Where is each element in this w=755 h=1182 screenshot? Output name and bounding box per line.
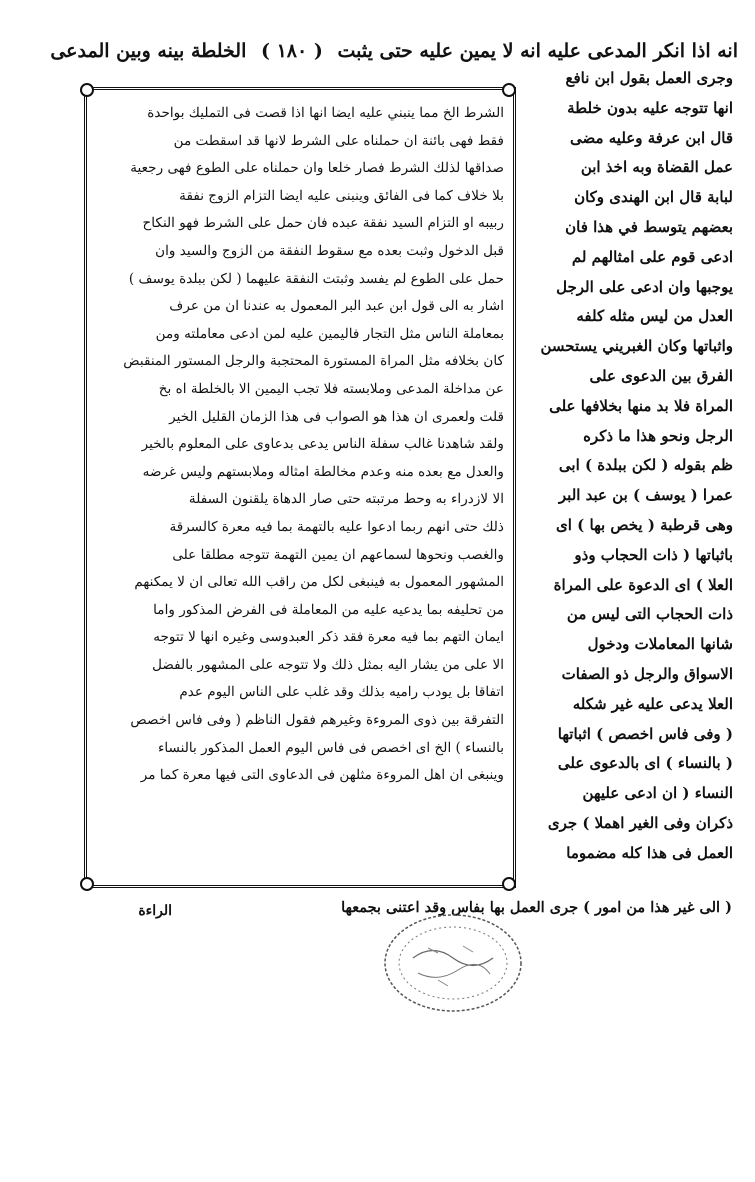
- text-line: ( وفى فاس اخصص ) اثباتها: [557, 724, 733, 743]
- footer-text: ( الى غير هذا من امور ) جرى العمل بها بفاس وقد اعتنى بجمعها: [341, 899, 732, 916]
- text-line: قبل الدخول وثبت بعده مع سقوط النفقة من الزوج والسيد وان: [155, 242, 504, 259]
- text-line: بالنساء ) الخ اى اخصص فى فاس اليوم العمل المذكور بالنساء: [157, 739, 504, 756]
- text-line: فقط فهى بائنة ان حملناه على الشرط لانها قد اسقطت من: [173, 132, 504, 149]
- text-line: واثباتها وكان الغبريني يستحسن: [540, 337, 733, 356]
- text-line: عن مداخلة المدعى وملابسته فلا تجب اليمين الا بالخلطة اه بخ: [158, 380, 504, 397]
- outer-commentary-column: [505, 64, 733, 894]
- text-line: التفرقة بين ذوى المروءة وغيرهم فقول الناظم ( وفى فاس اخصص: [130, 712, 504, 729]
- text-line: من تحليفه بما يدعيه عليه من المعاملة فى الفرض المذكور واما: [153, 601, 504, 618]
- text-line: العلا يدعى عليه غير شكله: [572, 694, 733, 713]
- text-line: الرجل ونحو هذا ما ذكره: [583, 426, 733, 445]
- text-line: ربيبه او التزام السيد نفقة عبده فان حمل على الشرط فهو النكاح: [142, 215, 504, 232]
- text-line: ذكران وفى الغير اهملا ) جرى: [547, 813, 733, 832]
- text-line: الا على من يشار اليه بمثل ذلك ولا تتوجه على المشهور بالفضل: [152, 656, 504, 673]
- text-line: اشار به الى قول ابن عبد البر المعمول به عندنا ان من عرف: [169, 298, 504, 315]
- text-line: المشهور المعمول به فينبغى لكل من راقب الله تعالى ان لا يمكنهم: [134, 574, 504, 591]
- text-line: ( بالنساء ) اى بالدعوى على: [557, 754, 733, 773]
- text-line: العمل فى هذا كله مضموما: [566, 843, 733, 862]
- inner-commentary-column: [94, 100, 504, 880]
- text-line: شانها المعاملات ودخول: [587, 635, 733, 654]
- library-stamp-seal: [378, 908, 528, 1018]
- frame-corner-ornament: [502, 877, 516, 891]
- text-line: الفرق بين الدعوى على: [589, 366, 733, 385]
- text-line: يوجبها وان ادعى على الرجل: [556, 277, 733, 296]
- text-line: العلا ) اى الدعوة على المراة: [553, 575, 733, 594]
- text-line: حمل على الطوع لم يفسد وثبتت النفقة عليهما ( لكن ببلدة يوسف ): [128, 270, 504, 287]
- text-line: ولقد شاهدنا غالب سفلة الناس يدعى بدعاوى على المعلوم بالخير: [141, 436, 504, 453]
- text-line: والعدل مع بعده منه وعدم مخالطة امثاله وملابستهم وليس غرضه: [142, 463, 504, 480]
- text-line: الشرط الخ مما ينبني عليه ايضا انها اذا قصت فى التمليك بواحدة: [147, 105, 504, 121]
- text-line: الا لازدراء به وحط مرتبته حتى صار الدهاة يلقنون السفلة: [188, 491, 504, 508]
- text-line: النساء ( ان ادعى عليهن: [582, 784, 733, 803]
- text-line: ظم بقوله ( لكن ببلدة ) ابى: [558, 456, 733, 475]
- text-line: عمرا ( يوسف ) بن عبد البر: [558, 486, 733, 505]
- text-line: ذات الحجاب التى ليس من: [566, 605, 733, 624]
- text-line: الاسواق والرجل ذو الصفات: [561, 664, 733, 683]
- text-line: لبابة قال ابن الهندى وكان: [574, 188, 733, 207]
- text-line: كان بخلافه مثل المراة المستورة المحتجبة والرجل المستور المنقبض: [123, 353, 504, 370]
- text-line: انها تتوجه عليه بدون خلطة: [567, 98, 733, 117]
- text-line: ذلك حتى انهم ربما ادعوا عليه بالتهمة بما فيه معرة كالسرقة: [169, 518, 504, 535]
- text-line: بمعاملة الناس مثل التجار فاليمين عليه لمن ادعى معاملته ومن: [155, 325, 504, 342]
- text-line: وهى قرطبة ( يخص بها ) اى: [556, 515, 733, 534]
- text-line: وجرى العمل بقول ابن نافع: [565, 69, 733, 87]
- text-line: المراة فلا بد منها بخلافها على: [549, 396, 733, 415]
- text-line: ايمان التهم بما فيه معرة فقد ذكر العبدوسى وغيره انها لا تتوجه: [153, 629, 504, 646]
- catchword: الراءة: [138, 903, 172, 919]
- text-line: صداقها لذلك الشرط فصار خلعا وان حملناه على الطوع فهى رجعية: [130, 160, 504, 177]
- text-line: والغصب ونحوها لسماعهم ان يمين التهمة تتوجه مطلقا على: [172, 546, 504, 563]
- page-number: ( ١٨٠ ): [260, 40, 323, 62]
- frame-corner-ornament: [80, 877, 94, 891]
- text-line: بلا خلاف كما فى الفائق وينبنى عليه ايضا التزام الزوج نفقة: [179, 187, 504, 204]
- frame-corner-ornament: [502, 83, 516, 97]
- text-line: قال ابن عرفة وعليه مضى: [569, 128, 733, 147]
- frame-corner-ornament: [80, 83, 94, 97]
- text-line: بعضهم يتوسط في هذا فان: [565, 217, 733, 236]
- text-line: العدل من ليس مثله كلفه: [576, 307, 733, 326]
- text-line: قلت ولعمرى ان هذا هو الصواب فى هذا الزمان القليل الخير: [169, 408, 504, 425]
- text-line: وينبغى ان اهل المروءة مثلهن فى الدعاوى التى فيها معرة كما مر: [140, 767, 504, 784]
- text-line: اتفاقا بل يودب راميه بذلك وقد غلب على الناس اليوم عدم: [179, 684, 504, 701]
- header-text-left: الخلطة بينه وبين المدعى: [50, 40, 247, 62]
- page-header: [50, 36, 738, 66]
- text-line: باثباتها ( ذات الحجاب وذو: [574, 545, 733, 564]
- header-text-right: انه اذا انكر المدعى عليه انه لا يمين عليه حتى يثبت: [337, 40, 738, 62]
- text-line: ادعى قوم على امثالهم لم: [571, 247, 733, 266]
- text-line: عمل القضاة وبه اخذ ابن: [580, 158, 733, 177]
